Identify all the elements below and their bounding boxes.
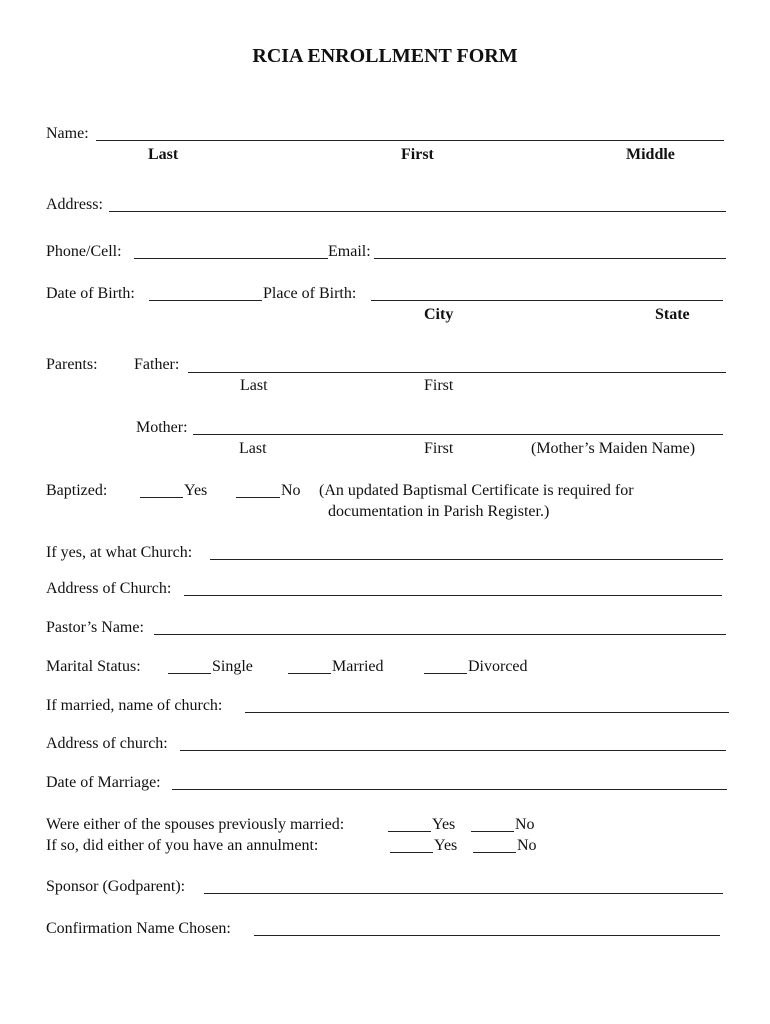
prev-married-no-blank[interactable]	[471, 831, 514, 832]
prev-married-yes-option: Yes	[432, 816, 456, 833]
marriage-church-label: If married, name of church:	[46, 697, 223, 714]
dob-field[interactable]	[149, 300, 262, 301]
father-field[interactable]	[188, 372, 726, 373]
church-address-field[interactable]	[184, 595, 722, 596]
name-first-caption: First	[401, 146, 434, 163]
name-last-caption: Last	[148, 146, 179, 163]
marital-status-label: Marital Status:	[46, 658, 141, 675]
parents-label: Parents:	[46, 356, 98, 373]
marital-divorced-blank[interactable]	[424, 673, 467, 674]
mother-label: Mother:	[136, 419, 188, 436]
form-title: RCIA ENROLLMENT FORM	[252, 45, 518, 67]
address-field[interactable]	[109, 211, 726, 212]
phone-label: Phone/Cell:	[46, 243, 122, 260]
marital-married-option: Married	[332, 658, 384, 675]
spouses-previously-married-label: Were either of the spouses previously married:	[46, 816, 345, 833]
phone-field[interactable]	[134, 258, 328, 259]
marriage-date-label: Date of Marriage:	[46, 774, 161, 791]
confirmation-name-label: Confirmation Name Chosen:	[46, 920, 231, 937]
sponsor-field[interactable]	[204, 893, 723, 894]
marital-divorced-option: Divorced	[468, 658, 528, 675]
prev-married-yes-blank[interactable]	[388, 831, 431, 832]
dob-label: Date of Birth:	[46, 285, 135, 302]
mother-first-caption: First	[424, 440, 454, 457]
marriage-church-address-field[interactable]	[180, 750, 726, 751]
email-label: Email:	[328, 243, 371, 260]
marital-married-blank[interactable]	[288, 673, 331, 674]
pob-city-caption: City	[424, 306, 454, 323]
church-address-label: Address of Church:	[46, 580, 172, 597]
marriage-date-field[interactable]	[172, 789, 727, 790]
father-first-caption: First	[424, 377, 454, 394]
email-field[interactable]	[374, 258, 726, 259]
confirmation-name-field[interactable]	[254, 935, 720, 936]
annulment-yes-option: Yes	[434, 837, 458, 854]
pob-field[interactable]	[371, 300, 723, 301]
pob-label: Place of Birth:	[263, 285, 357, 302]
pastor-name-label: Pastor’s Name:	[46, 619, 144, 636]
father-last-caption: Last	[240, 377, 268, 394]
prev-married-no-option: No	[515, 816, 535, 833]
church-name-label: If yes, at what Church:	[46, 544, 193, 561]
mother-field[interactable]	[193, 434, 723, 435]
mother-last-caption: Last	[239, 440, 267, 457]
baptized-yes-blank[interactable]	[140, 497, 183, 498]
baptized-no-option: No	[281, 482, 301, 499]
annulment-yes-blank[interactable]	[390, 852, 433, 853]
annulment-no-option: No	[517, 837, 537, 854]
pastor-name-field[interactable]	[154, 634, 726, 635]
sponsor-label: Sponsor (Godparent):	[46, 878, 186, 895]
name-label: Name:	[46, 125, 89, 142]
baptized-no-blank[interactable]	[236, 497, 280, 498]
annulment-label: If so, did either of you have an annulment:	[46, 837, 319, 854]
pob-state-caption: State	[655, 306, 690, 323]
marital-single-blank[interactable]	[168, 673, 211, 674]
address-label: Address:	[46, 196, 103, 213]
marriage-church-address-label: Address of church:	[46, 735, 168, 752]
mother-maiden-caption: (Mother’s Maiden Name)	[531, 440, 696, 457]
marriage-church-field[interactable]	[245, 712, 729, 713]
marital-single-option: Single	[212, 658, 253, 675]
baptized-label: Baptized:	[46, 482, 108, 499]
name-field[interactable]	[96, 140, 724, 141]
baptized-yes-option: Yes	[184, 482, 208, 499]
baptism-note-line2: documentation in Parish Register.)	[328, 503, 550, 520]
church-name-field[interactable]	[210, 559, 723, 560]
father-label: Father:	[134, 356, 180, 373]
name-middle-caption: Middle	[626, 146, 675, 163]
baptism-note-line1: (An updated Baptismal Certificate is required for	[319, 482, 634, 499]
annulment-no-blank[interactable]	[473, 852, 516, 853]
